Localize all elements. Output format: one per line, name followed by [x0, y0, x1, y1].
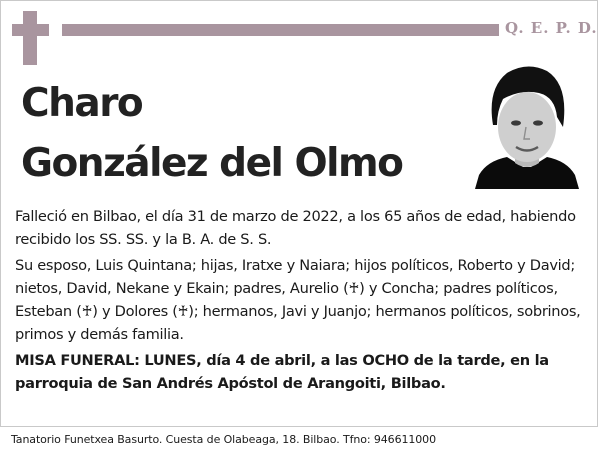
death-notice-paragraph: Falleció en Bilbao, el día 31 de marzo de 2022, a los 65 años de edad, habiendo recibido los SS. SS. y la B. A. de S. S. [15, 208, 576, 248]
family-paragraph: Su esposo, Luis Quintana; hijas, Iratxe y Naiara; hijos políticos, Roberto y David; nietos, David, Nekane y Ekain; padres, Aurelio (♰) y Concha; padres políticos, Esteban (♰) y Dolores (♰); hermanos, Javi y Juanjo; hermanos políticos, sobrinos, primos y demás familia. [15, 257, 581, 343]
portrait-photo [473, 59, 581, 189]
footer-address: Tanatorio Funetxea Basurto. Cuesta de Olabeaga, 18. Bilbao. Tfno: 946611000 [11, 433, 436, 446]
name-surnames: González del Olmo [21, 141, 403, 186]
qepd-label: Q. E. P. D. [505, 19, 598, 37]
header-rule [62, 24, 499, 36]
name-first: Charo [21, 81, 143, 126]
funeral-mass-paragraph: MISA FUNERAL: LUNES, día 4 de abril, a las OCHO de la tarde, en la parroquia de San Andrés Apóstol de Arangoiti, Bilbao. [15, 352, 549, 392]
